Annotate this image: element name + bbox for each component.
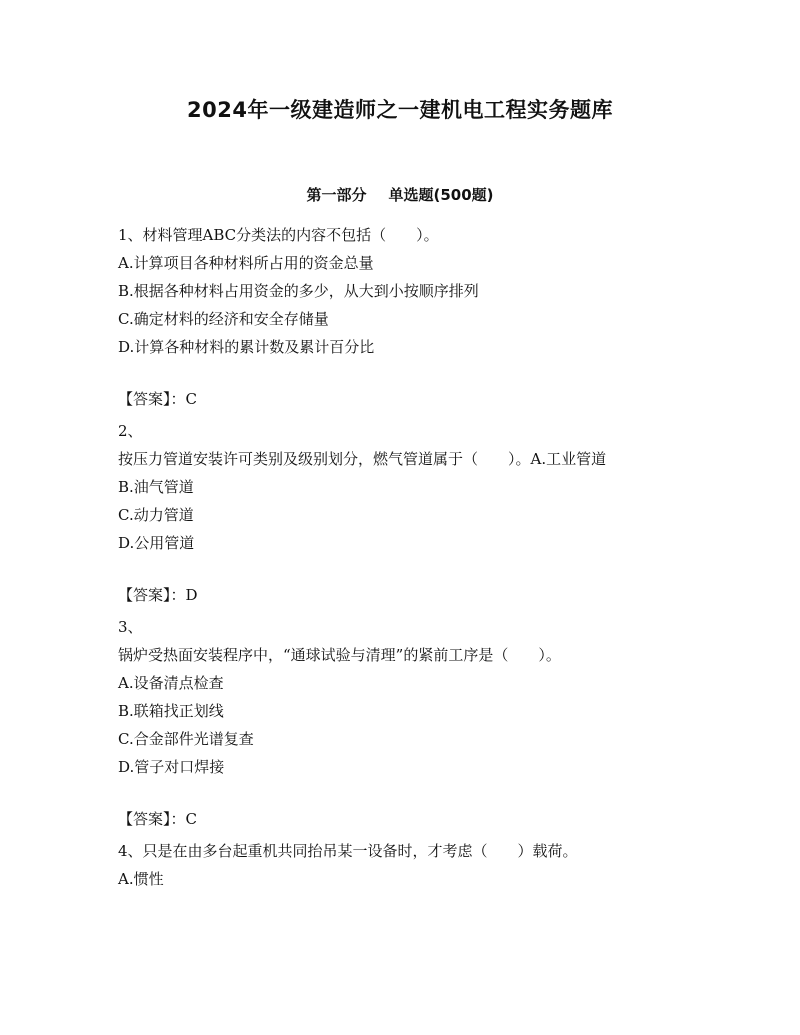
answer-value: D [185, 586, 198, 604]
option-b: B.根据各种材料占用资金的多少，从大到小按顺序排列 [118, 282, 479, 300]
answer-line [118, 805, 698, 833]
question-4 [118, 837, 698, 893]
question-stem-continued: 锅炉受热面安装程序中，“通球试验与清理”的紧前工序是（ ）。 [118, 646, 561, 664]
question-1 [118, 221, 698, 413]
option-b: B.联箱找正划线 [118, 702, 224, 720]
question-list [118, 221, 698, 893]
option-d: D.计算各种材料的累计数及累计百分比 [118, 338, 375, 356]
question-stem-continued: 按压力管道安装许可类别及级别划分，燃气管道属于（ ）。A.工业管道 [118, 450, 607, 468]
question-stem: 4、只是在由多台起重机共同抬吊某一设备时，才考虑（ ）载荷。 [118, 842, 578, 860]
option-a: A.惯性 [118, 870, 164, 888]
answer-line [118, 385, 698, 413]
answer-value: C [185, 390, 197, 408]
option-b: B.油气管道 [118, 478, 194, 496]
answer-label: 【答案】： [118, 390, 186, 408]
question-2 [118, 417, 698, 609]
option-c: C.确定材料的经济和安全存储量 [118, 310, 329, 328]
answer-line [118, 581, 698, 609]
option-a: A.设备清点检查 [118, 674, 224, 692]
answer-label: 【答案】： [118, 586, 186, 604]
option-a: A.计算项目各种材料所占用的资金总量 [118, 254, 374, 272]
option-d: D.管子对口焊接 [118, 758, 225, 776]
question-stem: 3、 [118, 618, 143, 636]
option-c: C.动力管道 [118, 506, 194, 524]
option-c: C.合金部件光谱复查 [118, 730, 254, 748]
section-name: 单选题(500题) [388, 186, 494, 204]
question-3 [118, 613, 698, 833]
question-stem: 1、材料管理ABC分类法的内容不包括（ ）。 [118, 226, 439, 244]
section-label: 第一部分 [306, 186, 367, 204]
option-d: D.公用管道 [118, 534, 195, 552]
section-heading [0, 184, 800, 205]
answer-value: C [185, 810, 197, 828]
answer-label: 【答案】： [118, 810, 186, 828]
document-title: 2024年一级建造师之一建机电工程实务题库 [187, 98, 613, 122]
question-stem: 2、 [118, 422, 143, 440]
